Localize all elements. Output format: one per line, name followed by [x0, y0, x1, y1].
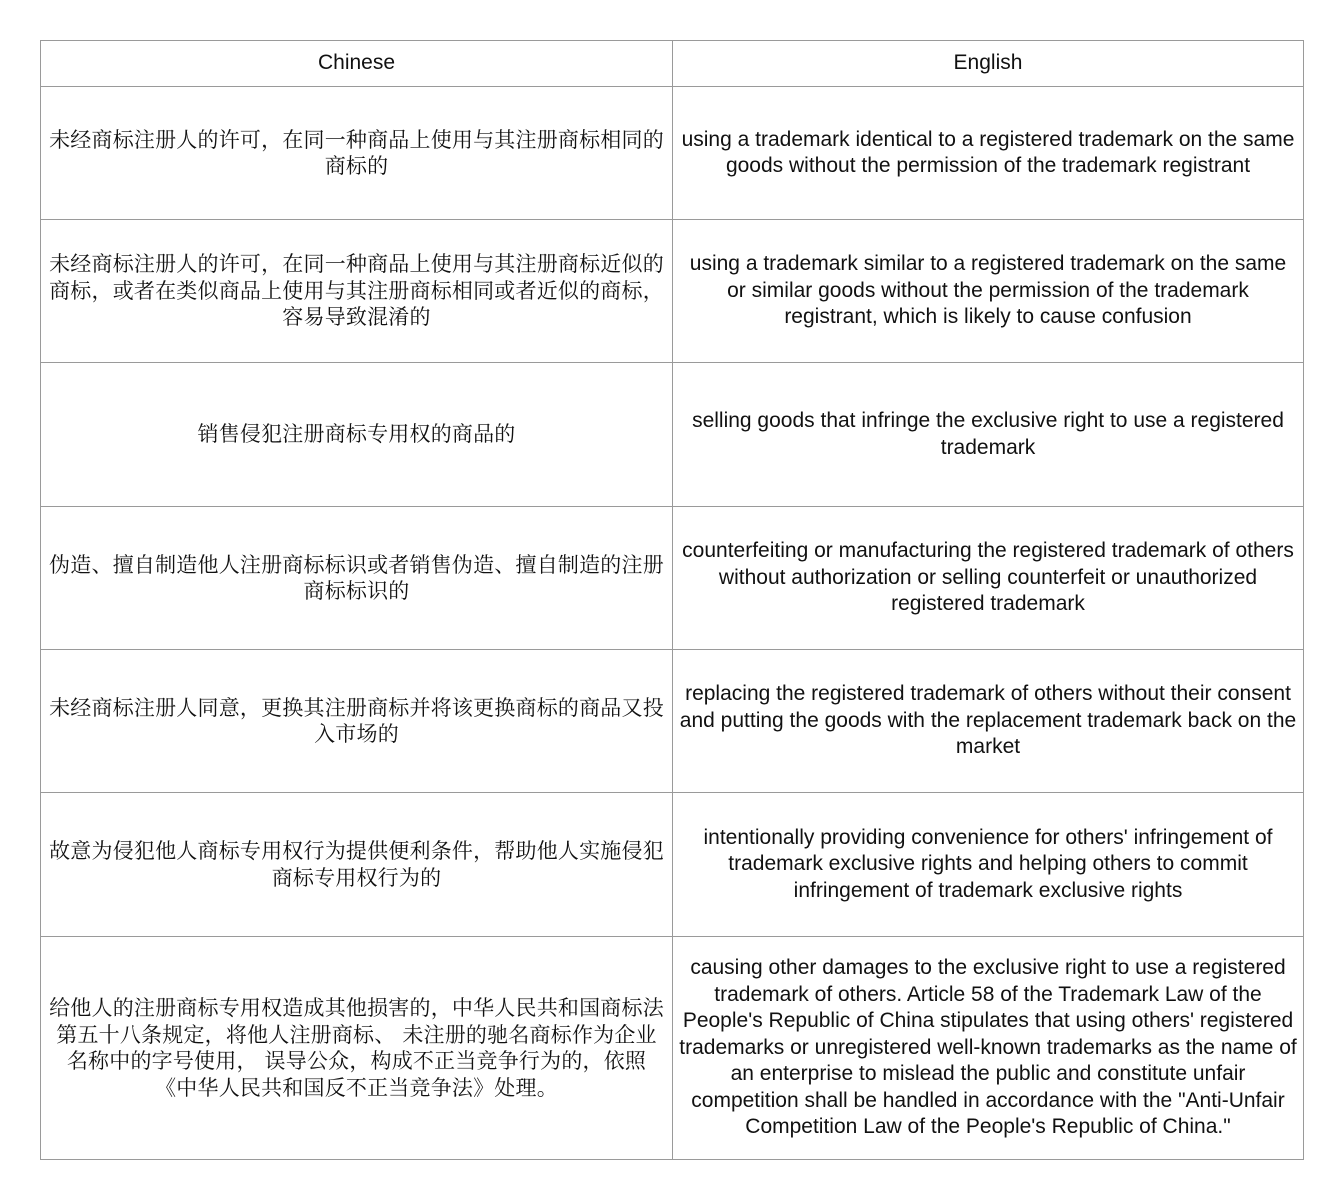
table-row [41, 650, 1304, 793]
chinese-cell: 销售侵犯注册商标专用权的商品的 [41, 363, 673, 507]
chinese-cell: 故意为侵犯他人商标专用权行为提供便利条件，帮助他人实施侵犯商标专用权行为的 [41, 793, 673, 937]
table-row [41, 793, 1304, 937]
header-chinese: Chinese [41, 41, 673, 87]
table-row [41, 220, 1304, 363]
table-row [41, 87, 1304, 220]
chinese-cell: 未经商标注册人的许可，在同一种商品上使用与其注册商标相同的商标的 [41, 87, 673, 220]
table-row [41, 363, 1304, 507]
english-cell: replacing the registered trademark of others without their consent and putting the goods with the replacement trademark back on the market [673, 650, 1304, 793]
header-english: English [673, 41, 1304, 87]
chinese-cell: 未经商标注册人的许可，在同一种商品上使用与其注册商标近似的商标，或者在类似商品上使用与其注册商标相同或者近似的商标，容易导致混淆的 [41, 220, 673, 363]
english-cell: selling goods that infringe the exclusive right to use a registered trademark [673, 363, 1304, 507]
header-row [41, 41, 1304, 87]
table-row [41, 507, 1304, 650]
english-cell: using a trademark identical to a registered trademark on the same goods without the permission of the trademark registrant [673, 87, 1304, 220]
english-cell: causing other damages to the exclusive right to use a registered trademark of others. Article 58 of the Trademark Law of the People's Republic of China stipulates that using others' registered trademarks or unregistered well-known trademarks as the name of an enterprise to mislead the public and constitute unfair competition shall be handled in accordance with the "Anti-Unfair Competition Law of the People's Republic of China." [673, 937, 1304, 1160]
table-row [41, 937, 1304, 1160]
english-cell: counterfeiting or manufacturing the registered trademark of others without authorization or selling counterfeit or unauthorized registered trademark [673, 507, 1304, 650]
translation-table [40, 40, 1304, 1160]
english-cell: intentionally providing convenience for others' infringement of trademark exclusive rights and helping others to commit infringement of trademark exclusive rights [673, 793, 1304, 937]
english-cell: using a trademark similar to a registered trademark on the same or similar goods without the permission of the trademark registrant, which is likely to cause confusion [673, 220, 1304, 363]
chinese-cell: 未经商标注册人同意，更换其注册商标并将该更换商标的商品又投入市场的 [41, 650, 673, 793]
chinese-cell: 给他人的注册商标专用权造成其他损害的，中华人民共和国商标法第五十八条规定，将他人注册商标、 未注册的驰名商标作为企业名称中的字号使用， 误导公众，构成不正当竞争行为的，依照《中华人民共和国反不正当竞争法》处理。 [41, 937, 673, 1160]
chinese-cell: 伪造、擅自制造他人注册商标标识或者销售伪造、擅自制造的注册商标标识的 [41, 507, 673, 650]
